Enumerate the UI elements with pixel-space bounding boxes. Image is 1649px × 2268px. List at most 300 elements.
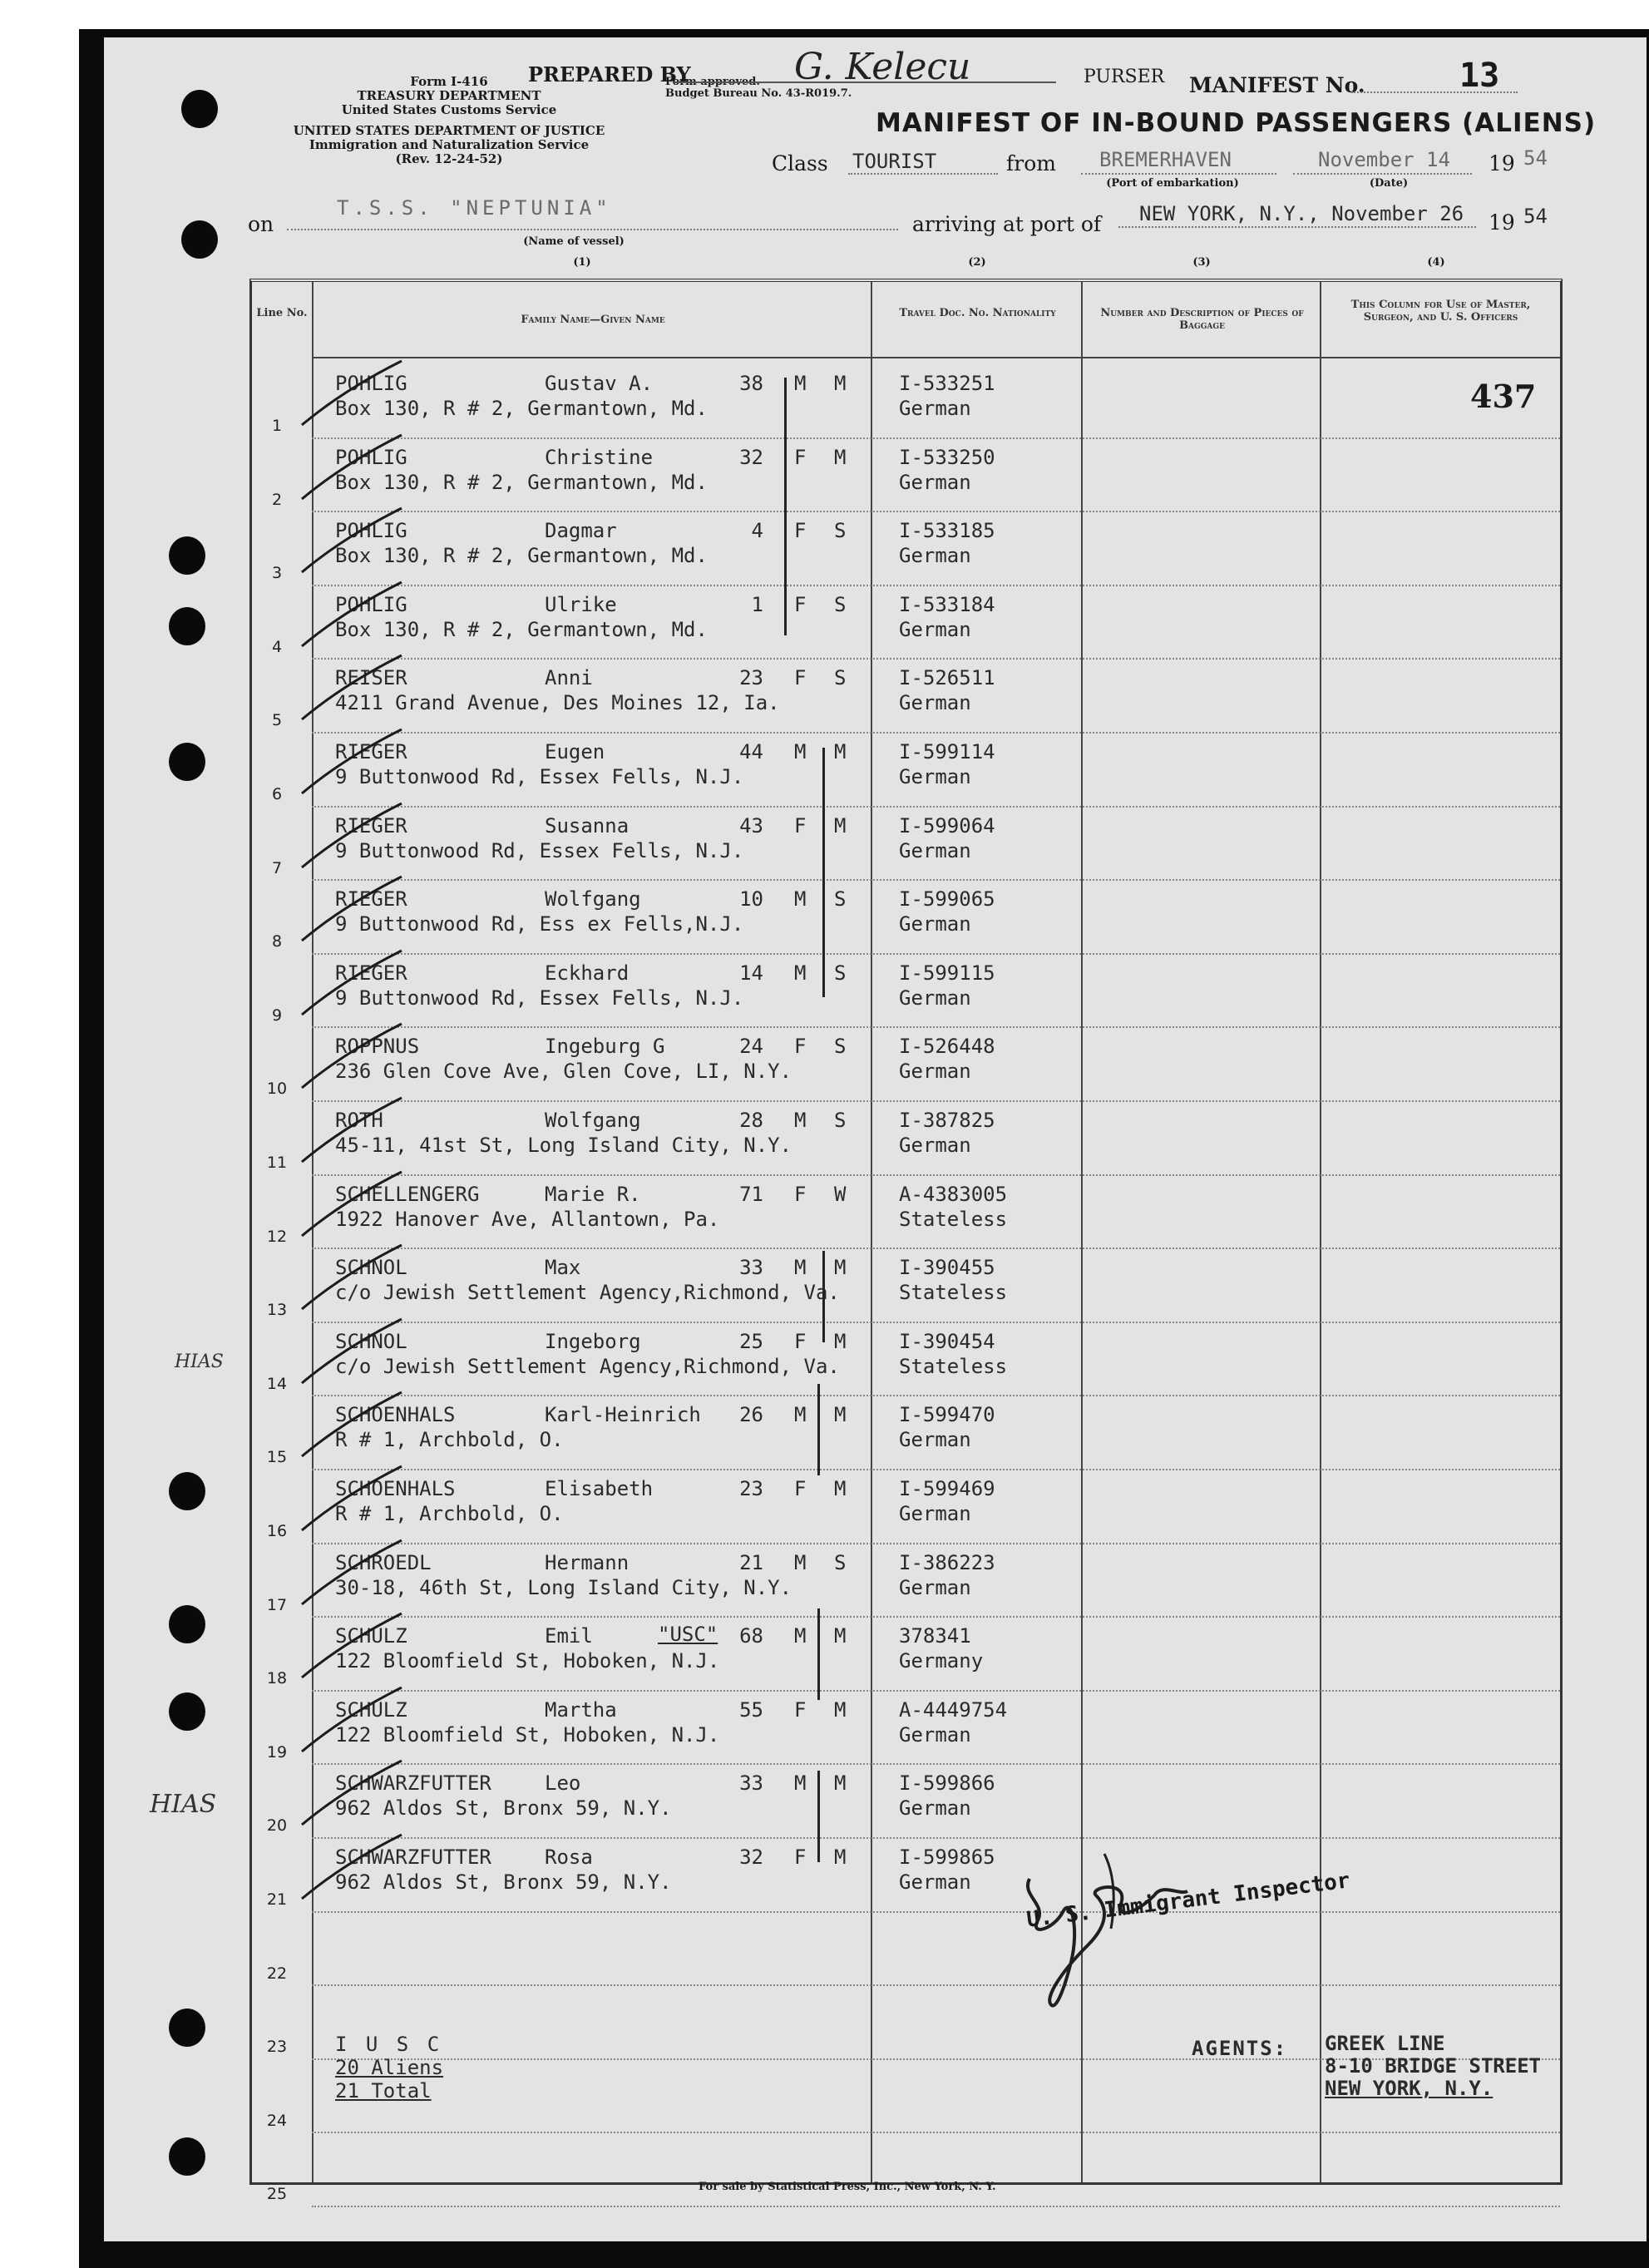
manifest-no-line: [1351, 91, 1518, 93]
address: 9 Buttonwood Rd, Essex Fells, N.J.: [335, 838, 744, 862]
age: 14: [739, 961, 763, 985]
header-divider: [312, 357, 1560, 358]
address: R # 1, Archbold, O.: [335, 1428, 564, 1452]
column-divider: [871, 282, 872, 2182]
address: R # 1, Archbold, O.: [335, 1502, 564, 1525]
line-number: 16: [266, 1522, 288, 1540]
preparer-signature: G. Kelecu: [794, 46, 971, 88]
sex: M: [794, 1256, 807, 1280]
vessel-caption: (Name of vessel): [523, 235, 625, 248]
purser-label: PURSER: [1084, 67, 1165, 87]
marital-status: S: [834, 666, 847, 690]
given-name: Karl-Heinrich: [545, 1403, 701, 1427]
age: 44: [739, 740, 763, 763]
row-divider: [312, 1100, 1560, 1102]
given-name: Marie R.: [545, 1182, 641, 1206]
travel-doc-no: I-599865: [899, 1846, 995, 1869]
budget-info: Form approved. Budget Bureau No. 43-R019.7.: [665, 76, 852, 100]
agents-block: GREEK LINE 8-10 BRIDGE STREET NEW YORK, N.Y.: [1325, 2032, 1542, 2100]
usc-note: "USC": [658, 1623, 718, 1647]
punch-hole: [181, 220, 218, 259]
punch-hole: [169, 1692, 205, 1731]
address: 962 Aldos St, Bronx 59, N.Y.: [335, 1870, 672, 1894]
given-name: Martha: [545, 1697, 617, 1722]
nationality: German: [899, 544, 971, 568]
given-name: Dagmar: [545, 519, 617, 543]
sex: F: [794, 1329, 807, 1353]
date-line: [1293, 173, 1472, 175]
check-mark: [285, 1536, 435, 1611]
sex: M: [794, 740, 807, 763]
punch-hole: [169, 1605, 205, 1643]
check-mark: [285, 504, 435, 579]
given-name: Wolfgang: [545, 887, 641, 912]
address: 122 Bloomfield St, Hoboken, N.J.: [335, 1649, 720, 1673]
agents-label: AGENTS:: [1192, 2037, 1288, 2060]
sex: F: [794, 519, 807, 543]
sex: F: [794, 1035, 807, 1059]
address: c/o Jewish Settlement Agency,Richmond, Va.: [335, 1354, 840, 1378]
column-number: (1): [573, 256, 591, 269]
row-divider: [312, 437, 1560, 439]
nationality: German: [899, 1428, 971, 1452]
marital-status: M: [834, 1477, 847, 1500]
marital-status: M: [834, 1846, 847, 1869]
sex: F: [794, 1697, 807, 1722]
line-number: 1: [271, 417, 283, 435]
age: 26: [739, 1403, 763, 1427]
summary-block: I U S C 20 Aliens 21 Total: [335, 2033, 444, 2102]
manifest-number: 13: [1459, 57, 1500, 95]
check-mark: [285, 725, 435, 800]
arrival-year: 54: [1523, 205, 1548, 228]
row-divider: [312, 1026, 1560, 1028]
age: 25: [739, 1329, 763, 1353]
address: 4211 Grand Avenue, Des Moines 12, Ia.: [335, 691, 780, 715]
marital-status: S: [834, 519, 847, 543]
punch-hole: [169, 743, 205, 781]
family-bracket: [817, 1608, 820, 1700]
column-divider: [1320, 282, 1321, 2182]
line-number: 8: [271, 932, 283, 951]
travel-doc-no: A-4449754: [899, 1697, 1008, 1722]
preparer-underline: [674, 82, 1056, 83]
row-divider: [312, 1469, 1560, 1470]
check-mark: [285, 1094, 435, 1169]
marital-status: M: [834, 1329, 847, 1353]
prepared-by-label: PREPARED BY: [528, 62, 691, 86]
age: 32: [739, 445, 763, 469]
nationality: German: [899, 617, 971, 641]
given-name: Ingeborg: [545, 1329, 641, 1353]
row-divider: [312, 1616, 1560, 1618]
check-mark: [285, 357, 435, 432]
nationality: German: [899, 986, 971, 1010]
row-divider: [312, 953, 1560, 955]
row-divider: [312, 732, 1560, 734]
travel-doc-no: I-599064: [899, 813, 995, 838]
line-number: 6: [271, 785, 283, 803]
marital-status: M: [834, 740, 847, 763]
sex: F: [794, 1477, 807, 1500]
port-of-embarkation: BREMERHAVEN: [1099, 148, 1232, 171]
sex: M: [794, 1550, 807, 1574]
line-number: 12: [266, 1227, 288, 1246]
family-name: ROTH: [335, 1109, 383, 1132]
printer-footer: For sale by Statistical Press, Inc., New York, N. Y.: [699, 2181, 996, 2193]
line-number: 20: [266, 1816, 288, 1836]
column-number: (2): [968, 256, 986, 269]
age: 23: [739, 1477, 763, 1500]
given-name: Ulrike: [545, 592, 617, 616]
class-value: TOURIST: [852, 150, 937, 173]
check-mark: [285, 651, 435, 726]
given-name: Hermann: [545, 1550, 629, 1574]
travel-doc-no: I-533251: [899, 372, 995, 395]
row-divider: [312, 1174, 1560, 1176]
line-number: 5: [271, 711, 283, 730]
inspector-title: U. S. Immigrant Inspector: [1025, 1868, 1352, 1933]
line-number: 19: [266, 1742, 288, 1762]
line-number: 11: [266, 1154, 288, 1172]
class-line: [848, 173, 998, 175]
family-bracket: [822, 1251, 825, 1342]
family-name: RIEGER: [335, 887, 407, 912]
family-name: SCHNOL: [335, 1329, 407, 1353]
line-number: 4: [271, 637, 283, 656]
age: 55: [739, 1697, 763, 1722]
col-head-line-no: Line No.: [256, 307, 308, 319]
date-caption: (Date): [1369, 177, 1409, 190]
age: 38: [739, 372, 763, 395]
sex: F: [794, 1846, 807, 1869]
address: Box 130, R # 2, Germantown, Md.: [335, 397, 708, 420]
column-number: (3): [1192, 256, 1211, 269]
row-divider: [312, 1395, 1560, 1396]
row-divider: [312, 2132, 1560, 2133]
address: 9 Buttonwood Rd, Ess ex Fells,N.J.: [335, 912, 744, 936]
check-mark: [285, 1388, 435, 1463]
sex: F: [794, 592, 807, 616]
nationality: German: [899, 1134, 971, 1157]
marital-status: W: [834, 1182, 847, 1206]
nationality: German: [899, 1870, 971, 1894]
address: Box 130, R # 2, Germantown, Md.: [335, 544, 708, 568]
marital-status: S: [834, 1035, 847, 1059]
row-divider: [312, 585, 1560, 586]
age: 33: [739, 1256, 763, 1280]
sex: F: [794, 666, 807, 690]
punch-hole: [181, 90, 218, 128]
arrival-port-date: NEW YORK, N.Y., November 26: [1139, 202, 1464, 225]
travel-doc-no: I-599065: [899, 887, 995, 912]
marital-status: S: [834, 887, 847, 912]
given-name: Gustav A.: [545, 372, 654, 395]
col-head-baggage: Number and Description of Pieces of Baggage: [1100, 307, 1304, 332]
row-divider: [312, 806, 1560, 808]
marital-status: M: [834, 813, 847, 838]
nationality: German: [899, 1575, 971, 1599]
check-mark: [285, 1168, 435, 1243]
row-divider: [312, 879, 1560, 881]
check-mark: [285, 1683, 435, 1758]
travel-doc-no: 378341: [899, 1624, 971, 1648]
marital-status: S: [834, 592, 847, 616]
marital-status: M: [834, 1403, 847, 1427]
address: Box 130, R # 2, Germantown, Md.: [335, 617, 708, 641]
sex: F: [794, 1182, 807, 1206]
nationality: German: [899, 765, 971, 788]
family-name: RIEGER: [335, 740, 407, 763]
given-name: Susanna: [545, 813, 629, 838]
travel-doc-no: I-526448: [899, 1035, 995, 1059]
line-number: 3: [271, 564, 283, 583]
marital-status: M: [834, 1256, 847, 1280]
line-number: 18: [266, 1669, 288, 1688]
age: 21: [739, 1550, 763, 1574]
travel-doc-no: I-599114: [899, 740, 995, 763]
sex: F: [794, 813, 807, 838]
family-name: SCHELLENGERG: [335, 1182, 480, 1206]
check-mark: [285, 431, 435, 506]
address: 1922 Hanover Ave, Allantown, Pa.: [335, 1207, 720, 1231]
margin-note: HIAS: [150, 1790, 217, 1819]
year-prefix: 19: [1489, 151, 1515, 175]
sex: M: [794, 1403, 807, 1427]
given-name: Eugen: [545, 740, 605, 763]
arriving-label: arriving at port of: [912, 212, 1102, 236]
check-mark: [285, 1831, 435, 1905]
margin-note: HIAS: [175, 1351, 224, 1372]
nationality: German: [899, 1060, 971, 1084]
age: 32: [739, 1846, 763, 1869]
address: 236 Glen Cove Ave, Glen Cove, LI, N.Y.: [335, 1060, 792, 1084]
nationality: German: [899, 1722, 971, 1747]
age: 33: [739, 1771, 763, 1796]
given-name: Wolfgang: [545, 1109, 641, 1132]
family-name: RIEGER: [335, 813, 407, 838]
sex: M: [794, 1109, 807, 1132]
travel-doc-no: I-599115: [899, 961, 995, 985]
age: 10: [739, 887, 763, 912]
nationality: German: [899, 838, 971, 862]
family-name: SCHULZ: [335, 1697, 407, 1722]
family-name: SCHWARZFUTTER: [335, 1771, 491, 1796]
travel-doc-no: I-599866: [899, 1771, 995, 1796]
punch-hole: [169, 536, 205, 575]
family-bracket: [784, 378, 787, 635]
given-name: Christine: [545, 445, 654, 469]
age: 71: [739, 1182, 763, 1206]
given-name: Leo: [545, 1771, 581, 1796]
family-name: POHLIG: [335, 445, 407, 469]
line-number: 21: [266, 1890, 288, 1909]
row-divider: [312, 658, 1560, 660]
travel-doc-no: I-526511: [899, 666, 995, 690]
line-number: 15: [266, 1448, 288, 1467]
family-name: SCHOENHALS: [335, 1477, 456, 1500]
travel-doc-no: I-390454: [899, 1329, 995, 1353]
sex: M: [794, 1624, 807, 1648]
punch-hole: [169, 2137, 205, 2176]
line-number: 7: [271, 858, 283, 877]
family-name: POHLIG: [335, 519, 407, 543]
family-bracket: [817, 1771, 820, 1862]
family-name: POHLIG: [335, 372, 407, 395]
line-number: 24: [266, 2111, 288, 2130]
family-name: POHLIG: [335, 592, 407, 616]
nationality: German: [899, 1796, 971, 1821]
punch-hole: [169, 607, 205, 645]
travel-doc-no: I-533184: [899, 592, 995, 616]
family-name: SCHULZ: [335, 1624, 407, 1648]
family-bracket: [822, 748, 825, 997]
inspector-signature: [1013, 1846, 1229, 2020]
given-name: Max: [545, 1256, 581, 1280]
form-info: Form I-416 TREASURY DEPARTMENT United States Customs Service UNITED STATES DEPARTMENT OF JUSTICE Immigration and Naturalization Service (Rev. 12-24-52): [293, 74, 605, 166]
travel-doc-no: A-4383005: [899, 1182, 1008, 1206]
travel-doc-no: I-533250: [899, 445, 995, 469]
given-name: Emil: [545, 1624, 593, 1648]
line-number: 13: [266, 1301, 288, 1320]
check-mark: [285, 872, 435, 947]
check-mark: [285, 1020, 435, 1094]
age: 28: [739, 1109, 763, 1132]
nationality: German: [899, 691, 971, 715]
arrival-year-prefix: 19: [1489, 210, 1515, 235]
marital-status: M: [834, 445, 847, 469]
family-name: SCHROEDL: [335, 1550, 432, 1574]
age: 43: [739, 813, 763, 838]
col-head-travel-doc: Travel Doc. No. Nationality: [899, 307, 1056, 319]
check-mark: [285, 946, 435, 1021]
travel-doc-no: I-599469: [899, 1477, 995, 1500]
marital-status: S: [834, 961, 847, 985]
row-divider: [312, 1911, 1560, 1913]
port-caption: (Port of embarkation): [1106, 177, 1239, 190]
sex: M: [794, 961, 807, 985]
nationality: German: [899, 912, 971, 936]
marital-status: M: [834, 372, 847, 395]
row-divider: [312, 2206, 1560, 2207]
row-divider: [312, 1248, 1560, 1249]
row-divider: [312, 1322, 1560, 1323]
line-number: 17: [266, 1595, 288, 1614]
column-number: (4): [1427, 256, 1445, 269]
from-label: from: [1006, 151, 1056, 175]
nationality: Stateless: [899, 1354, 1008, 1378]
punch-hole: [169, 2009, 205, 2047]
manifest-no-label: MANIFEST No.: [1189, 73, 1365, 97]
vessel-line: [287, 229, 898, 230]
marital-status: M: [834, 1697, 847, 1722]
family-name: REISER: [335, 666, 407, 690]
family-name: RIEGER: [335, 961, 407, 985]
nationality: German: [899, 470, 971, 494]
age: 68: [739, 1624, 763, 1648]
sex: M: [794, 1771, 807, 1796]
travel-doc-no: I-390455: [899, 1256, 995, 1280]
row-divider: [312, 1984, 1560, 1986]
address: 9 Buttonwood Rd, Essex Fells, N.J.: [335, 765, 744, 788]
officer-number: 437: [1470, 378, 1537, 415]
nationality: Stateless: [899, 1207, 1008, 1231]
marital-status: M: [834, 1771, 847, 1796]
nationality: German: [899, 397, 971, 420]
check-mark: [285, 1757, 435, 1831]
address: 30-18, 46th St, Long Island City, N.Y.: [335, 1575, 792, 1599]
sex: M: [794, 372, 807, 395]
line-number: 9: [271, 1006, 283, 1025]
line-number: 10: [266, 1080, 288, 1099]
age: 1: [751, 592, 763, 616]
nationality: Germany: [899, 1649, 984, 1673]
family-name: SCHWARZFUTTER: [335, 1846, 491, 1869]
age: 23: [739, 666, 763, 690]
arrival-line: [1118, 226, 1476, 228]
travel-doc-no: I-387825: [899, 1109, 995, 1132]
given-name: Eckhard: [545, 961, 629, 985]
marital-status: M: [834, 1624, 847, 1648]
line-number: 2: [271, 490, 283, 509]
family-bracket: [817, 1384, 820, 1475]
line-number: 23: [266, 2038, 288, 2057]
age: 24: [739, 1035, 763, 1059]
check-mark: [285, 1241, 435, 1316]
col-head-officers: This Column for Use of Master, Surgeon, and U. S. Officers: [1350, 299, 1531, 324]
age: 4: [751, 519, 763, 543]
address: Box 130, R # 2, Germantown, Md.: [335, 470, 708, 494]
check-mark: [285, 1609, 435, 1684]
col-head-name: Family Name—Given Name: [521, 314, 665, 326]
check-mark: [285, 578, 435, 653]
check-mark: [285, 1315, 435, 1390]
address: c/o Jewish Settlement Agency,Richmond, Va.: [335, 1281, 840, 1305]
line-number: 22: [266, 1964, 288, 1983]
check-mark: [285, 799, 435, 874]
given-name: Elisabeth: [545, 1477, 654, 1500]
on-label: on: [248, 212, 274, 236]
row-divider: [312, 1690, 1560, 1692]
departure-year: 54: [1523, 146, 1548, 170]
line-number: 25: [266, 2185, 288, 2204]
nationality: Stateless: [899, 1281, 1008, 1305]
given-name: Anni: [545, 666, 593, 690]
check-mark: [285, 1462, 435, 1537]
nationality: German: [899, 1502, 971, 1525]
sex: F: [794, 445, 807, 469]
family-name: SCHNOL: [335, 1256, 407, 1280]
row-divider: [312, 511, 1560, 512]
family-name: SCHOENHALS: [335, 1403, 456, 1427]
departure-date: November 14: [1318, 148, 1450, 171]
address: 122 Bloomfield St, Hoboken, N.J.: [335, 1722, 720, 1747]
family-name: ROPPNUS: [335, 1035, 420, 1059]
row-divider: [312, 1837, 1560, 1839]
address: 962 Aldos St, Bronx 59, N.Y.: [335, 1796, 672, 1821]
vessel-name: T.S.S. "NEPTUNIA": [337, 196, 612, 220]
given-name: Ingeburg G: [545, 1035, 665, 1059]
travel-doc-no: I-599470: [899, 1403, 995, 1427]
given-name: Rosa: [545, 1846, 593, 1869]
row-divider: [312, 1543, 1560, 1544]
marital-status: S: [834, 1109, 847, 1132]
line-number: 14: [266, 1374, 288, 1393]
travel-doc-no: I-533185: [899, 519, 995, 543]
punch-hole: [169, 1472, 205, 1510]
class-label: Class: [772, 151, 828, 175]
address: 45-11, 41st St, Long Island City, N.Y.: [335, 1134, 792, 1157]
